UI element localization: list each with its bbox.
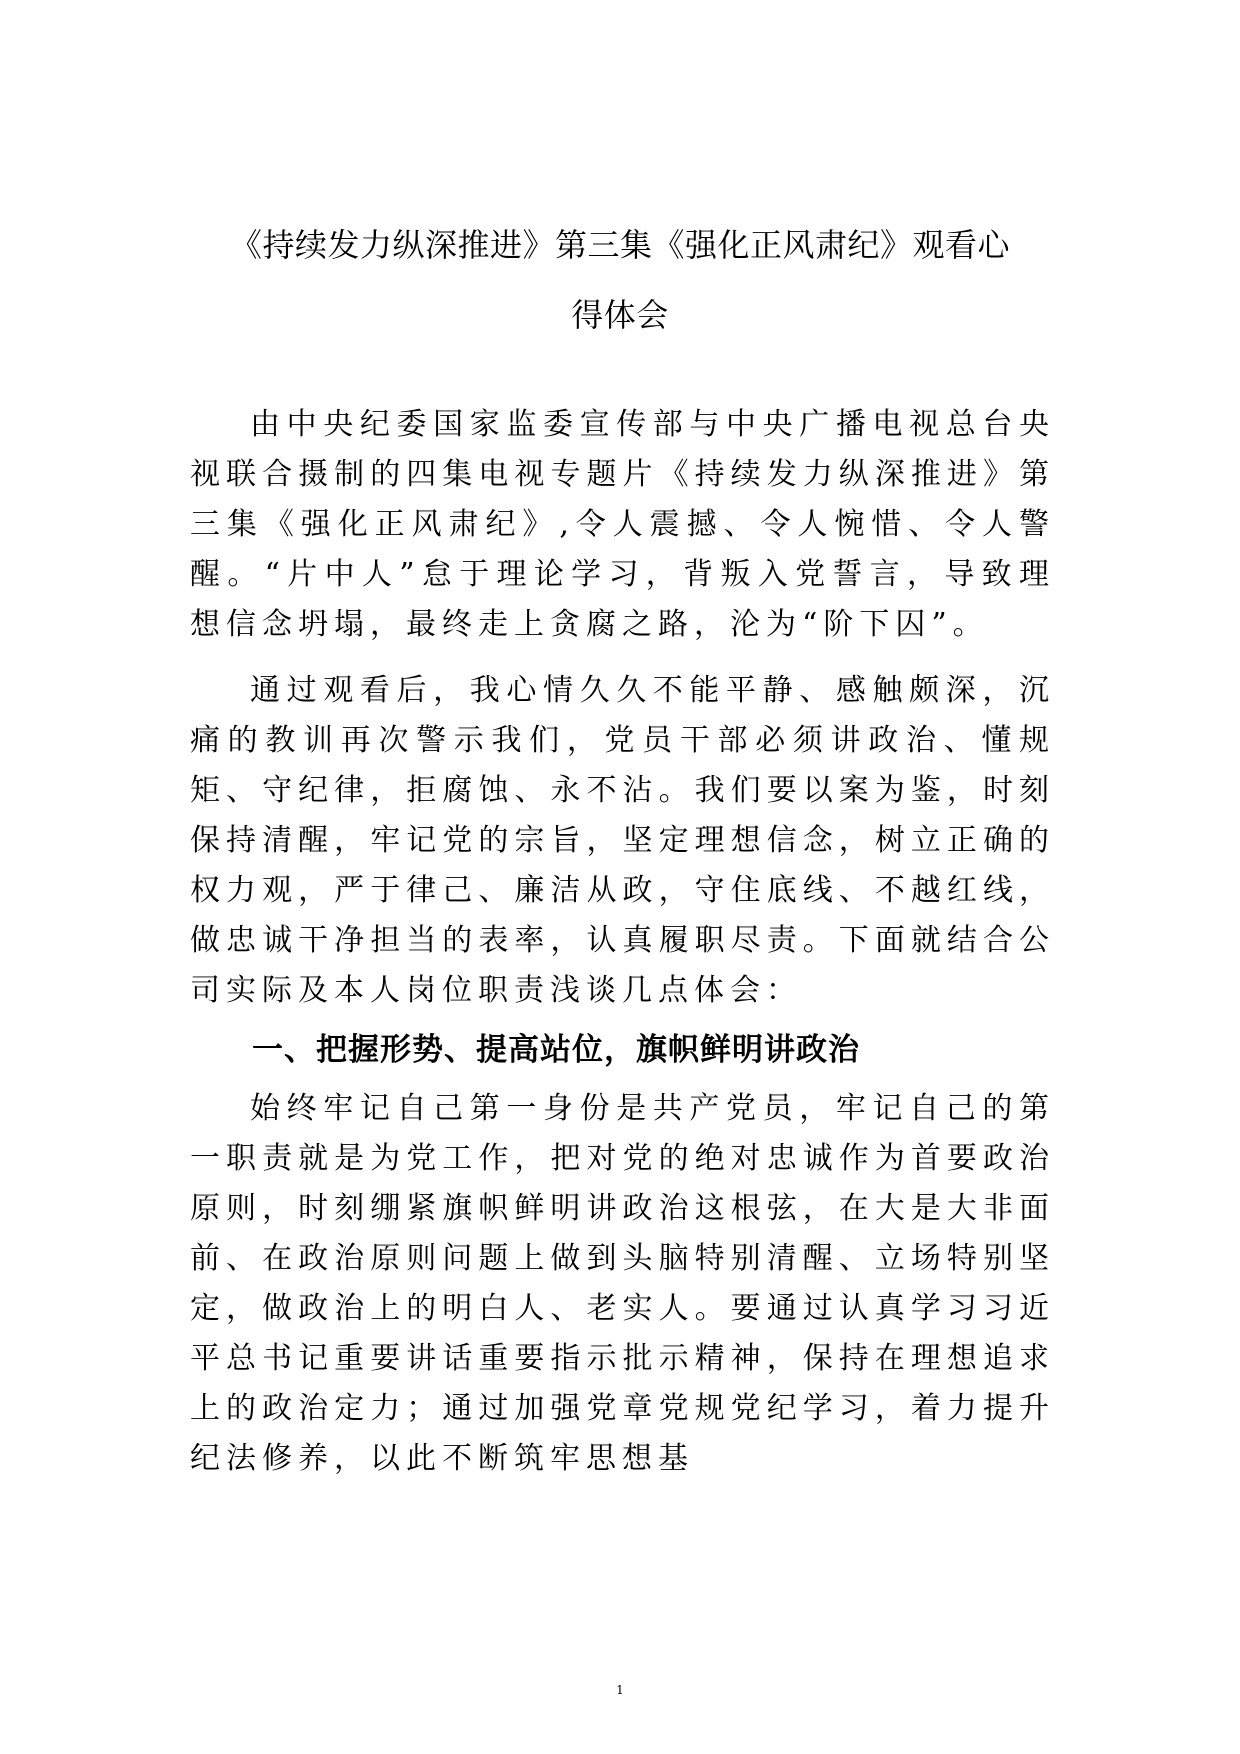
paragraph-section-1: 始终牢记自己第一身份是共产党员，牢记自己的第一职责就是为党工作，把对党的绝对忠诚作为首要政治原则，时刻绷紧旗帜鲜明讲政治这根弦，在大是大非面前、在政治原则问题上做到头脑特别清醒、立场特别坚定，做政治上的明白人、老实人。要通过认真学习习近平总书记重要讲话重要指示批示精神，保持在理想追求上的政治定力；通过加强党章党规党纪学习，着力提升纪法修养，以此不断筑牢思想基: [190, 1091, 1055, 1476]
document-body: [190, 400, 1055, 1484]
title-line-1: 《持续发力纵深推进》第三集《强化正风肃纪》观看心: [229, 226, 1010, 264]
paragraph-intro: 由中央纪委国家监委宣传部与中央广播电视总台央视联合摄制的四集电视专题片《持续发力纵深推进》第三集《强化正风肃纪》,令人震撼、令人惋惜、令人警醒。“片中人”怠于理论学习，背叛入党誓言，导致理想信念坍塌，最终走上贪腐之路，沦为“阶下囚”。: [190, 407, 1055, 642]
section-heading-1: 一、把握形势、提高站位，旗帜鲜明讲政治: [252, 1032, 860, 1068]
page-number: 1: [616, 1683, 624, 1697]
paragraph-reflection: 通过观看后，我心情久久不能平静、感触颇深，沉痛的教训再次警示我们，党员干部必须讲政治、懂规矩、守纪律，拒腐蚀、永不沾。我们要以案为鉴，时刻保持清醒，牢记党的宗旨，坚定理想信念，树立正确的权力观，严于律己、廉洁从政，守住底线、不越红线，做忠诚干净担当的表率，认真履职尽责。下面就结合公司实际及本人岗位职责浅谈几点体会：: [190, 673, 1055, 1008]
document-title: [180, 210, 1060, 350]
title-line-2: 得体会: [571, 296, 669, 334]
